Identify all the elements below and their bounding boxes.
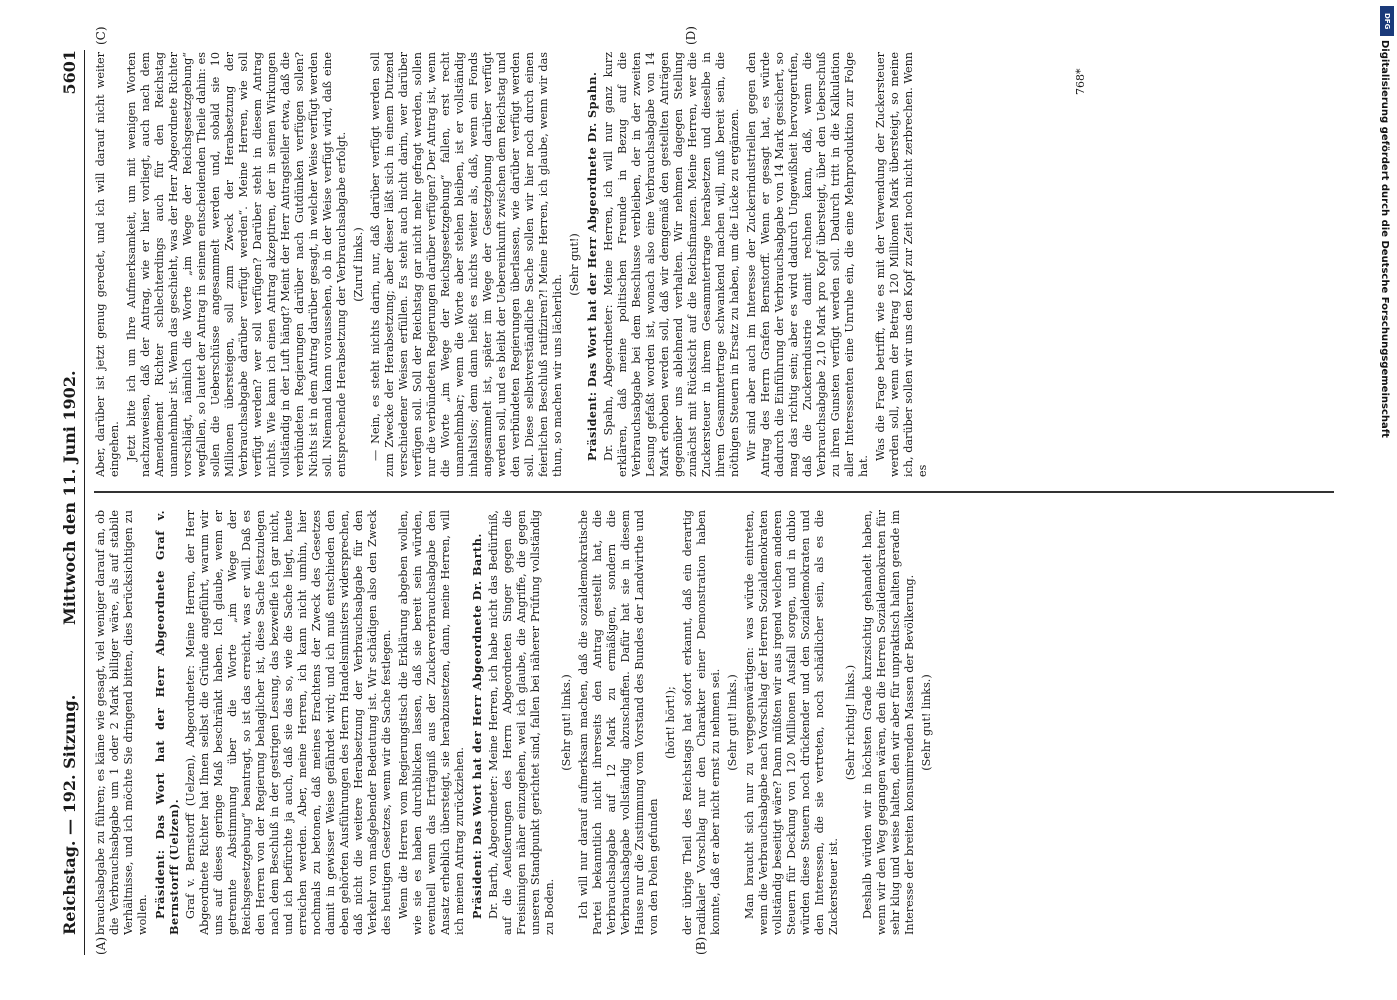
dfg-logo-icon: DFG [1380, 6, 1394, 36]
paragraph: Jetzt bitte ich um Ihre Aufmerksamkeit, um mit wenigen Worten nachzuweisen, daß der Antrag, wie er hier vorliegt, auch nach dem Amendement Richter schlechterdings auch für den Reichstag unannehmbar ist. Wenn das geschieht, was der Herr Abgeordnete Richter vorschlägt, nämlich die Worte „im Wege der Reichsgesetzgebung“ wegfallen, so lautet der Antrag in seinem entscheidenden Theile dahin: es sollen die Ueberschüsse angesammelt werden und, sobald sie 10 Millionen übersteigen, soll zum Zweck der Herabsetzung der Verbrauchsabgabe darüber verfügt werden“. Meine Herren, wie soll verfügt werden? wer soll verfügen? Darüber steht in diesem Antrag nichts. Wie kann ich einen Antrag akzeptiren, der in seinen Wirkungen vollständig in der Luft hängt? Meint der Herr Antragsteller etwa, daß die verbündeten Regierungen darüber nach Gutdünken verfügen sollen? Nichts ist in dem Antrag darüber gesagt, in welcher Weise verfügt werden soll. Niemand kann voraussehen, ob in der Weise verfügt wird, daß eine entsprechende Herabsetzung der Verbrauchsabgabe erfolgt. [125, 52, 348, 477]
speaker-line: Präsident: Das Wort hat der Herr Abgeordnete Dr. Spahn. [585, 71, 599, 461]
paragraph: — Nein, es steht nichts darin, nur, daß darüber verfügt werden soll zum Zwecke der Herabsetzung; aber dieser läßt sich in einem Dutzend verschiedener Weisen erfüllen. Es steht auch nicht darin, wer darüber verfügen soll. Soll der Reichstag gar nicht mehr gefragt werden, sollen nur die verbündeten Regierungen darüber verfügen? Der Antrag ist, wenn die Worte „im Wege der Reichsgesetzgebung“ fallen, erst recht unannehmbar; wenn die Worte aber stehen bleiben, ist er vollständig inhaltslos; denn dann heißt es nichts weiter als, daß, wenn ein Fonds angesammelt ist, später im Wege der Gesetzgebung darüber verfügt werden soll, und es bleibt der Uebereinkunft zwischen dem Reichstag und den verbündeten Regierungen überlassen, wie darüber verfügt werden soll. Diese selbstverständliche Sache sollen wir hier noch durch einen feierlichen Beschluß ratifiziren?! Meine Herren, ich glaube, wenn wir das thun, so machen wir uns lächerlich. [369, 52, 564, 477]
interjection: (Sehr richtig! links.) [844, 664, 857, 781]
interjection: (Sehr gut! links.) [560, 674, 573, 771]
margin-marker-d: (D) [684, 26, 698, 45]
signature-mark: 768* [1074, 68, 1087, 95]
paragraph: Man braucht sich nur zu vergegenwärtigen: was würde eintreten, wenn die Verbrauchsabgabe nach Vorschlag der Herren Sozialdemokraten vollständig beseitigt wäre? Dann müßten wir aus irgend welchen anderen Steuern für Deckung von 120 Millionen Ausfall sorgen, und in dubio würden diese Steuern noch drückender und den Sozialdemokraten und den Interessen, die sie vertreten, noch schädlicher sein, als es die Zuckersteuer ist. [743, 510, 840, 935]
paragraph: Ich will nur darauf aufmerksam machen, daß die sozialdemokratische Partei bekanntlich nicht ihrerseits den Antrag gestellt hat, die Verbrauchsabgabe auf 12 Mark zu ermäßigen, sondern die Verbrauchsabgabe vollständig abzuschaffen. Dafür hat sie in diesem Hause nur die Zustimmung vom Vorstand des Bundes der Landwirthe und von den Polen gefunden [577, 510, 660, 935]
interjection: (Zuruf links.) [352, 227, 365, 302]
paragraph: brauchsabgabe zu führen; es käme wie gesagt, viel weniger darauf an, ob die Verbrauchsabgabe um 1 oder 2 Mark billiger wäre, als auf stabile Verhältnisse, und ich möchte Sie dringend bitten, dies berücksichtigen zu wollen. [94, 510, 149, 935]
rotated-page [54, 26, 1354, 955]
paragraph: Deshalb würden wir in höchsten Grade kurzsichtig gehandelt haben, wenn wir den Weg gegangen wären, den die Herren Sozialdemokraten für sehr klug und weise halten, den wir aber für unpraktisch halten gerade im Interesse der breiten konsumirenden Massen der Bevölkerung. [861, 510, 916, 935]
paragraph: Dr. Barth, Abgeordneter: Meine Herren, ich habe nicht das Bedürfniß, auf die Aeußerungen des Herrn Abgeordneten Singer gegen die Freisinnigen näher einzugehen, weil ich glaube, die Angriffe, die gegen unseren Standpunkt gerichtet sind, fallen bei näherer Prüfung vollständig zu Boden. [487, 510, 556, 935]
margin-marker-b: (B) [694, 936, 708, 955]
column-divider [94, 492, 1334, 494]
paragraph: der übrige Theil des Reichstags hat sofort erkannt, daß ein derartig radikaler Vorschlag nur den Charakter einer Demonstration haben konnte, daß er aber nicht ernst zu nehmen sei. [681, 510, 722, 935]
interjection: (Sehr gut! links.) [726, 674, 739, 771]
paragraph: Was die Frage betrifft, wie es mit der Verwendung der Zuckersteuer werden soll, wenn der Betrag 120 Millionen Mark übersteigt, so meine ich, darüber sollen wir uns den Kopf zur Zeit noch nicht zerbrechen. Wenn es [874, 52, 929, 477]
header-date: Mittwoch den 11. Juni 1902. [60, 370, 79, 625]
speaker-line: Präsident: Das Wort hat der Herr Abgeordnete Dr. Barth. [470, 533, 484, 919]
right-column [94, 52, 1354, 477]
paragraph: Dr. Spahn, Abgeordneter: Meine Herren, ich will nur ganz kurz erklären, daß meine politischen Freunde in Bezug auf die Verbrauchsabgabe bei dem Beschlusse verbleiben, der in der zweiten Lesung gefaßt worden ist, wonach also eine Verbrauchsabgabe von 14 Mark erhoben werden soll, daß wir demgemäß den gestellten Anträgen gegenüber uns ablehnend verhalten. Wir nehmen dagegen Stellung zunächst mit Rücksicht auf die Reichsfinanzen. Meine Herren, wer die Zuckersteuer in ihrem Gesammtertrage herabsetzen und dieselbe in ihrem Gesammtertrage schwankend machen will, muß bereit sein, die nöthigen Steuern in Ersatz zu haben, um die Lücke zu ergänzen. [602, 52, 741, 477]
speaker-line: Präsident: Das Wort hat der Herr Abgeordnete Graf v. Bernstorff (Uelzen). [153, 510, 181, 935]
interjection: (Sehr gut!) [568, 233, 581, 296]
margin-marker-c: (C) [94, 26, 108, 45]
paragraph: Wir sind aber auch im Interesse der Zuckerindustriellen gegen den Antrag des Herrn Grafen Bernstorff. Wenn er gesagt hat, es würde dadurch die Einführung der Verbrauchsabgabe von 14 Mark gesichert, so mag das richtig sein; aber es wird dadurch Ungewißheit hervorgerufen, daß die Zuckerindustrie damit rechnen kann, daß, wenn die Verbrauchsabgabe 2,10 Mark pro Kopf übersteigt, über den Ueberschuß zu ihren Gunsten verfügt werden soll. Dadurch tritt in die Kalkulation aller Interessenten eine Unruhe ein, die eine Mehrproduktion zur Folge hat. [745, 52, 870, 477]
header-page-number: 5601 [60, 50, 79, 95]
interjection: (Sehr gut! links.) [920, 674, 933, 771]
page-header [54, 50, 85, 955]
left-column [94, 510, 1354, 935]
interjection: (hört! hört!); [664, 686, 677, 759]
margin-marker-a: (A) [94, 936, 108, 955]
header-session: Reichstag. — 192. Sitzung. [60, 694, 79, 935]
paragraph: Wenn die Herren vom Regierungstisch die Erklärung abgeben wollen, wie sie es haben durchblicken lassen, daß sie bereit sein würden, eventuell wenn das Erträgniß aus der Zuckerverbrauchsabgabe den Ansatz erheblich übersteigt, sie herabzusetzen, dann, meine Herren, will ich meinen Antrag zurückziehen. [397, 510, 466, 935]
digitization-note-text: Digitalisierung gefördert durch die Deutsche Forschungsgemeinschaft [1379, 40, 1390, 438]
paragraph: Aber, darüber ist jetzt genug geredet, und ich will darauf nicht weiter eingehen. [94, 52, 121, 477]
paragraph: Graf v. Bernstorff (Uelzen), Abgeordneter: Meine Herren, der Herr Abgeordnete Richter hat Ihnen selbst die Gründe angeführt, warum wir uns auf dieses geringe Maß beschränkt haben. Ich glaube, wenn er getrennte Abstimmung über die Worte „im Wege der Reichsgesetzgebung“ beantragt, so ist das erreicht, was er will. Daß es den Herren von der Regierung behaglicher ist, diese Sache festzulegen nach dem Beschluß in der gestrigen Lesung, das bezweifle ich gar nicht, und ich befürchte ja auch, daß sie das so, wie die Sache liegt, heute erreichen werden. Aber, meine Herren, ich kann nicht umhin, hier nochmals zu betonen, daß meines Erachtens der Zweck des Gesetzes damit in gewisser Weise gefährdet wird; und ich muß entschieden den eben gehörten Ausführungen des Herrn Handelsministers widersprechen, daß nicht die weitere Herabsetzung der Verbrauchsabgabe für den Verkehr von maßgebender Bedeutung ist. Wir schädigen also den Zweck des heutigen Gesetzes, wenn wir die Sache festlegen. [184, 510, 393, 935]
digitization-note [1374, 40, 1392, 940]
